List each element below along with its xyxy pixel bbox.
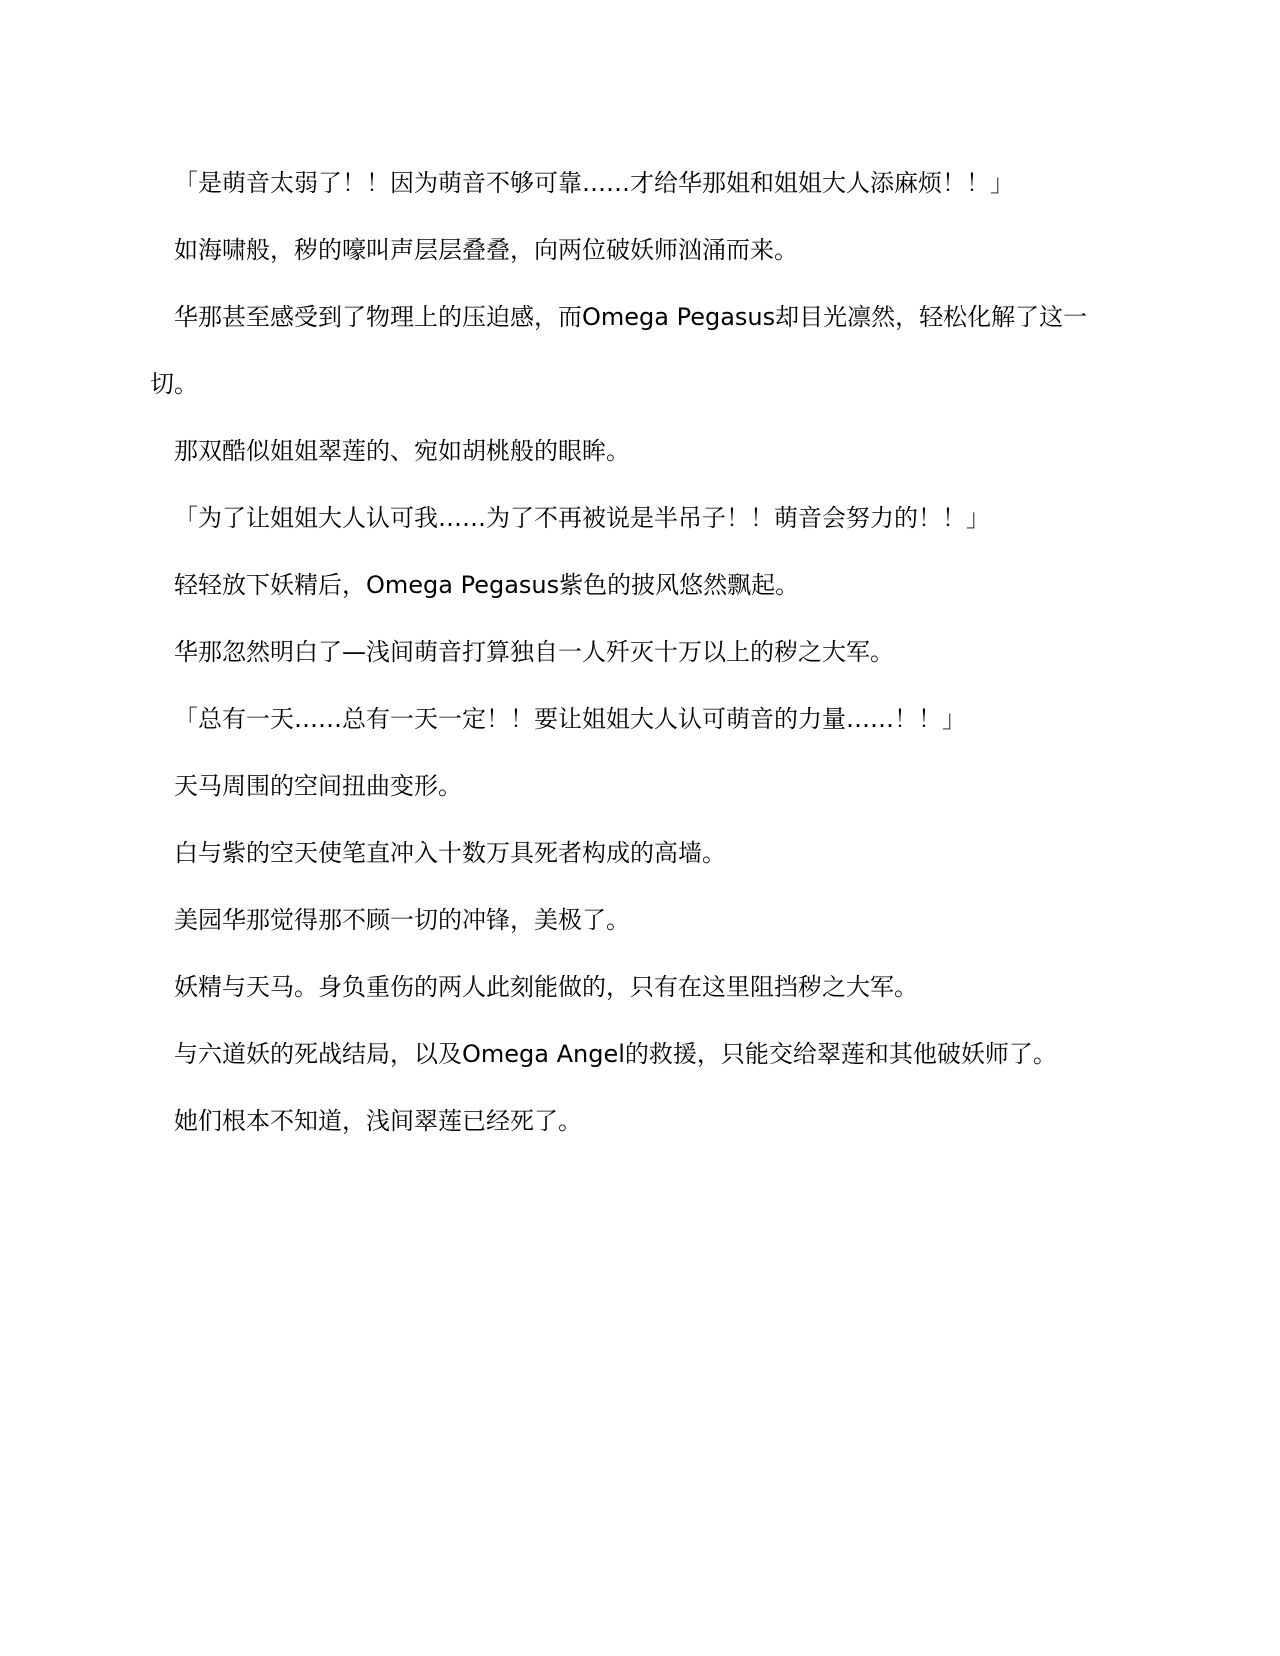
paragraph: 华那忽然明白了—浅间萌音打算独自一人歼灭十万以上的秽之大军。 <box>174 638 894 666</box>
paragraph: 如海啸般，秽的嚎叫声层层叠叠，向两位破妖师汹涌而来。 <box>174 236 798 264</box>
paragraph: 她们根本不知道，浅间翠莲已经死了。 <box>174 1107 582 1135</box>
paragraph: 美园华那觉得那不顾一切的冲锋，美极了。 <box>174 906 630 934</box>
paragraph: 「是萌音太弱了！！因为萌音不够可靠……才给华那姐和姐姐大人添麻烦！！」 <box>174 169 1014 197</box>
paragraph: 「为了让姐姐大人认可我……为了不再被说是半吊子！！萌音会努力的！！」 <box>174 504 990 532</box>
paragraph: 那双酷似姐姐翠莲的、宛如胡桃般的眼眸。 <box>174 437 630 465</box>
paragraph: 「总有一天……总有一天一定！！要让姐姐大人认可萌音的力量……！！」 <box>174 705 966 733</box>
paragraph: 华那甚至感受到了物理上的压迫感，而Omega Pegasus却目光凛然，轻松化解了这一切。 <box>150 303 1088 398</box>
paragraph: 轻轻放下妖精后，Omega Pegasus紫色的披风悠然飘起。 <box>174 571 800 599</box>
document-body <box>150 150 1130 1155</box>
paragraph: 白与紫的空天使笔直冲入十数万具死者构成的高墙。 <box>174 839 726 867</box>
paragraph: 妖精与天马。身负重伤的两人此刻能做的，只有在这里阻挡秽之大军。 <box>174 973 918 1001</box>
paragraph: 与六道妖的死战结局，以及Omega Angel的救援，只能交给翠莲和其他破妖师了。 <box>174 1040 1057 1068</box>
paragraph: 天马周围的空间扭曲变形。 <box>174 772 462 800</box>
